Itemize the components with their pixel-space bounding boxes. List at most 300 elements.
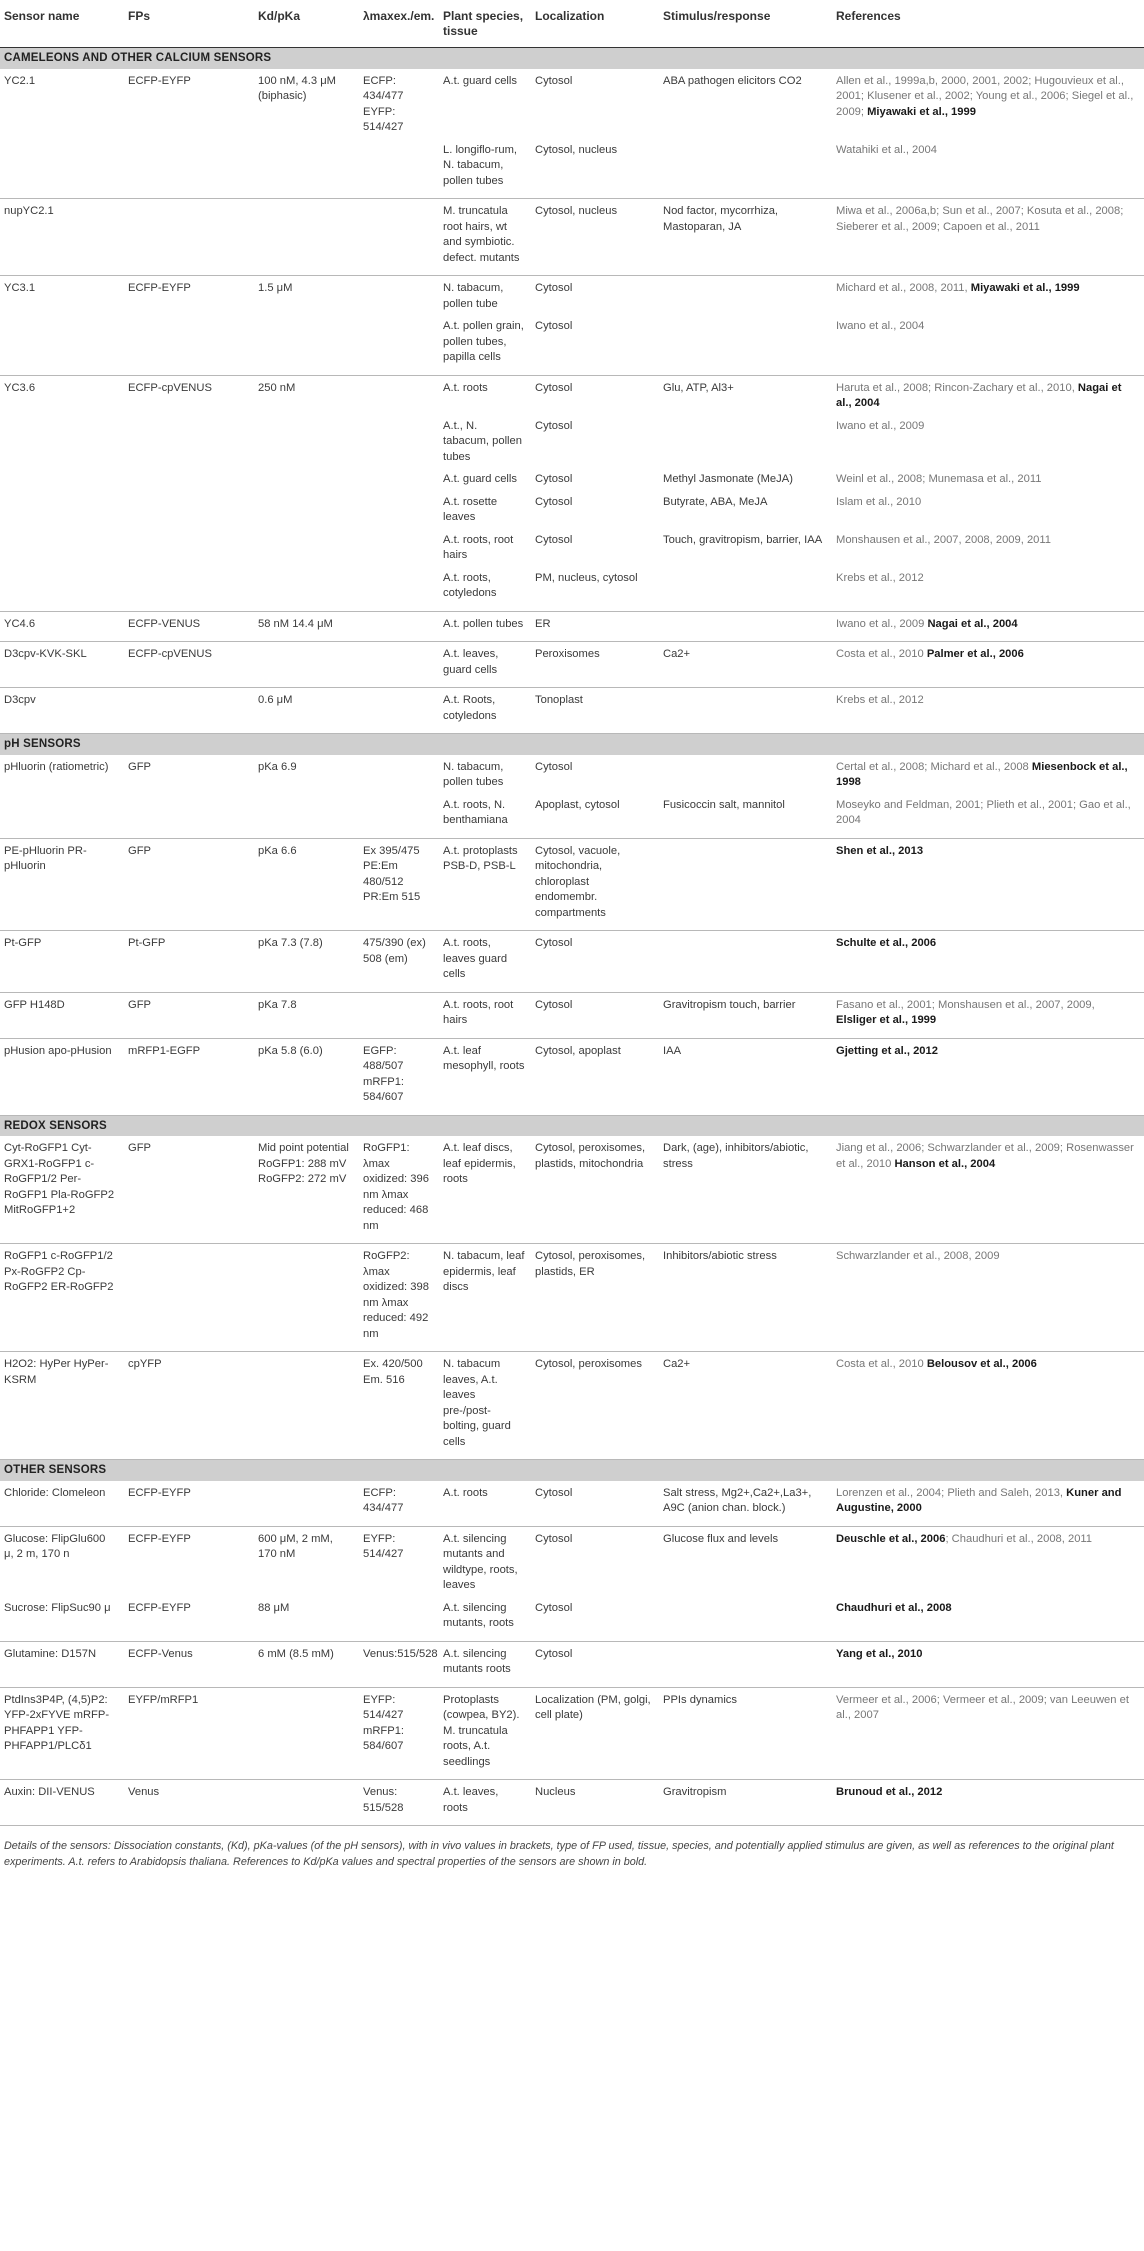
sensor-name-cell: Auxin: DII-VENUS	[0, 1780, 124, 1826]
reference-bold: Belousov et al., 2006	[926, 1358, 1037, 1370]
fps-cell: cpYFP	[124, 1352, 254, 1460]
sensor-name-cell: YC3.1	[4, 282, 36, 294]
sensor-name-cell: Cyt-RoGFP1 Cyt-GRX1-RoGFP1 c-RoGFP1/2 Per-RoGFP1 Pla-RoGFP2 MitRoGFP1+2	[0, 1136, 124, 1244]
kd-cell: 88 μM	[254, 1596, 359, 1642]
table-row	[0, 1526, 1144, 1596]
stimulus-cell: Ca2+	[659, 1352, 832, 1460]
localization-cell: Cytosol, apoplast	[531, 1038, 659, 1115]
references-cell	[832, 1596, 1144, 1642]
fps-cell: ECFP-VENUS	[124, 611, 254, 642]
species-cell: A.t. leaves, guard cells	[439, 642, 531, 688]
fps-cell: mRFP1-EGFP	[124, 1038, 254, 1115]
lambda-cell	[359, 528, 439, 566]
sensor-name-cell	[0, 528, 124, 566]
sensor-name-cell: pHluorin (ratiometric)	[4, 760, 109, 773]
localization-cell: Cytosol	[531, 1481, 659, 1527]
lambda-cell: Venus: 515/528	[359, 1780, 439, 1826]
reference-bold: Hanson et al., 2004	[894, 1157, 996, 1170]
table-row	[0, 138, 1144, 199]
species-cell: Protoplasts (cowpea, BY2). M. truncatula roots, A.t. seedlings	[439, 1687, 531, 1780]
table-row	[0, 838, 1144, 931]
reference-bold: Palmer et al., 2006	[926, 648, 1024, 660]
localization-cell: Cytosol, vacuole, mitochondria, chloroplast endomembr. compartments	[531, 838, 659, 931]
species-cell: A.t. pollen grain, pollen tubes, papilla cells	[439, 314, 531, 375]
kd-cell	[254, 1244, 359, 1352]
header-fps: FPs	[124, 0, 254, 48]
species-cell: A.t. roots, N. benthamiana	[439, 793, 531, 839]
table-row	[0, 276, 1144, 315]
lambda-cell	[359, 314, 439, 375]
kd-cell	[254, 199, 359, 276]
kd-cell: 100 nM, 4.3 μM (biphasic)	[258, 74, 336, 102]
fps-cell	[124, 490, 254, 528]
lambda-cell: 475/390 (ex) 508 (em)	[359, 931, 439, 993]
reference-bold: Elsliger et al., 1999	[836, 1014, 937, 1026]
reference: Fasano et al., 2001; Monshausen et al., 2007, 2009,	[836, 998, 1095, 1011]
localization-cell: Cytosol, peroxisomes	[531, 1352, 659, 1460]
lambda-cell	[359, 688, 439, 734]
species-cell: A.t. roots, cotyledons	[439, 566, 531, 612]
reference: Iwano et al., 2009	[836, 419, 925, 432]
reference-bold: Nagai et al., 2004	[927, 617, 1018, 630]
localization-cell: Cytosol	[535, 282, 573, 294]
fps-cell	[124, 688, 254, 734]
fps-cell	[124, 528, 254, 566]
reference-bold: Yang et al., 2010	[836, 1647, 923, 1660]
species-cell: A.t. guard cells	[443, 473, 517, 485]
reference: Lorenzen et al., 2004; Plieth and Saleh, 2013,	[836, 1486, 1067, 1499]
fps-cell	[124, 414, 254, 468]
references-cell	[832, 838, 1144, 931]
kd-cell	[254, 414, 359, 468]
reference: Certal et al., 2008; Michard et al., 2008	[836, 760, 1032, 773]
table-row	[0, 992, 1144, 1038]
references-cell	[832, 688, 1144, 734]
fps-cell	[124, 793, 254, 839]
references-cell	[832, 199, 1144, 276]
lambda-cell	[359, 566, 439, 612]
stimulus-cell: Butyrate, ABA, MeJA	[663, 495, 768, 508]
species-cell: N. tabacum, pollen tube	[443, 282, 504, 310]
table-row	[0, 1038, 1144, 1115]
references-cell	[832, 414, 1144, 468]
stimulus-cell	[659, 931, 832, 993]
references-cell	[832, 1780, 1144, 1826]
table-row	[0, 199, 1144, 276]
references-cell	[832, 1244, 1144, 1352]
fps-cell: GFP	[124, 838, 254, 931]
fps-cell	[124, 199, 254, 276]
kd-cell	[254, 1352, 359, 1460]
references-cell	[832, 1641, 1144, 1687]
stimulus-cell	[659, 414, 832, 468]
kd-cell	[254, 1481, 359, 1527]
kd-cell: 58 nM 14.4 μM	[254, 611, 359, 642]
fps-cell	[124, 314, 254, 375]
fps-cell: EYFP/mRFP1	[124, 1687, 254, 1780]
fps-cell: GFP	[124, 992, 254, 1038]
kd-cell	[254, 314, 359, 375]
reference: Islam et al., 2010	[836, 495, 922, 508]
reference-bold: Nagai et al., 2004	[836, 381, 1122, 409]
fps-cell: ECFP-EYFP	[128, 282, 191, 294]
reference: Michard et al., 2008, 2011,	[836, 282, 971, 294]
stimulus-cell: Fusicoccin salt, mannitol	[659, 793, 832, 839]
references-cell	[832, 69, 1144, 138]
sensor-name-cell	[0, 414, 124, 468]
references-cell	[832, 755, 1144, 793]
species-cell: A.t. leaves, roots	[439, 1780, 531, 1826]
localization-cell: Cytosol	[531, 1596, 659, 1642]
stimulus-cell	[659, 611, 832, 642]
kd-cell	[254, 138, 359, 199]
reference: Monshausen et al., 2007, 2008, 2009, 2011	[836, 533, 1052, 546]
species-cell: A.t. roots	[443, 381, 488, 394]
stimulus-cell: Nod factor, mycorrhiza, Mastoparan, JA	[659, 199, 832, 276]
table-row	[0, 528, 1144, 566]
sensor-name-cell: RoGFP1 c-RoGFP1/2 Px-RoGFP2 Cp-RoGFP2 ER-RoGFP2	[0, 1244, 124, 1352]
species-cell: L. longiflo-rum, N. tabacum, pollen tubes	[439, 138, 531, 199]
fps-cell: Venus	[124, 1780, 254, 1826]
table-row	[0, 490, 1144, 528]
references-cell	[832, 1136, 1144, 1244]
fps-cell	[124, 1244, 254, 1352]
section-header	[0, 734, 1144, 755]
reference-bold: Schulte et al., 2006	[836, 937, 937, 949]
references-cell	[832, 611, 1144, 642]
references-cell	[832, 566, 1144, 612]
sensor-name-cell: Sucrose: FlipSuc90 μ	[0, 1596, 124, 1642]
lambda-cell	[359, 611, 439, 642]
header-plant-species: Plant species, tissue	[439, 0, 531, 48]
lambda-cell	[359, 199, 439, 276]
sensor-name-cell	[0, 467, 124, 490]
table-caption: Details of the sensors: Dissociation constants, (Kd), pKa-values (of the pH sensors), with in vivo values in brackets, type of FP used, tissue, species, and potentially applied stimulus are given, as well as references to the original plant experiments. A.t. refers to Arabidopsis thaliana. References to Kd/pKa values and spectral properties of the sensors are shown in bold.	[4, 1840, 1114, 1868]
lambda-cell: Venus:515/528	[359, 1641, 439, 1687]
reference-bold: Miyawaki et al., 1999	[867, 105, 976, 118]
kd-cell: pKa 6.6	[254, 838, 359, 931]
kd-cell: pKa 5.8 (6.0)	[254, 1038, 359, 1115]
species-cell: A.t. pollen tubes	[439, 611, 531, 642]
lambda-cell	[359, 414, 439, 468]
header-kd-pka: Kd/pKa	[254, 0, 359, 48]
stimulus-cell	[659, 1641, 832, 1687]
references-cell	[832, 1038, 1144, 1115]
lambda-cell	[359, 755, 439, 793]
species-cell: A.t. roots, root hairs	[443, 533, 514, 561]
kd-cell	[254, 528, 359, 566]
sensor-name-cell: PE-pHluorin PR-pHluorin	[0, 838, 124, 931]
species-cell: A.t. protoplasts PSB-D, PSB-L	[439, 838, 531, 931]
stimulus-cell	[659, 314, 832, 375]
localization-cell: Cytosol	[535, 1532, 573, 1545]
sensor-name-cell	[0, 314, 124, 375]
fps-cell	[124, 566, 254, 612]
kd-cell	[254, 490, 359, 528]
references-cell	[832, 1687, 1144, 1780]
table-row	[0, 755, 1144, 793]
kd-cell	[254, 1687, 359, 1780]
fps-cell	[124, 138, 254, 199]
lambda-cell: ECFP: 434/477	[359, 1481, 439, 1527]
species-cell: A.t. guard cells	[443, 74, 517, 87]
reference-bold: Miyawaki et al., 1999	[970, 282, 1080, 294]
kd-cell	[254, 793, 359, 839]
sensor-name-cell: H2O2: HyPer HyPer-KSRM	[0, 1352, 124, 1460]
reference-bold: Kuner and Augustine, 2000	[836, 1486, 1122, 1514]
kd-cell: 1.5 μM	[258, 282, 293, 294]
kd-cell: pKa 6.9	[258, 760, 297, 773]
fps-cell: ECFP-Venus	[124, 1641, 254, 1687]
localization-cell: Peroxisomes	[531, 642, 659, 688]
species-cell: A.t. roots, root hairs	[439, 992, 531, 1038]
header-stimulus: Stimulus/response	[659, 0, 832, 48]
references-cell	[832, 528, 1144, 566]
stimulus-cell	[659, 276, 832, 315]
lambda-cell	[359, 138, 439, 199]
table-row	[0, 793, 1144, 839]
reference: Iwano et al., 2009	[836, 617, 928, 630]
lambda-cell	[359, 490, 439, 528]
stimulus-cell	[659, 755, 832, 793]
fps-cell: ECFP-EYFP	[128, 1532, 191, 1545]
references-cell	[832, 138, 1144, 199]
table-row	[0, 611, 1144, 642]
fps-cell: Pt-GFP	[124, 931, 254, 993]
table-row	[0, 467, 1144, 490]
species-cell: A.t. Roots, cotyledons	[439, 688, 531, 734]
sensor-name-cell: Glucose: FlipGlu600 μ, 2 m, 170 n	[4, 1532, 106, 1560]
species-cell: A.t., N. tabacum, pollen tubes	[443, 419, 522, 463]
kd-cell	[254, 566, 359, 612]
lambda-cell: RoGFP1: λmax oxidized: 396 nm λmax reduced: 468 nm	[359, 1136, 439, 1244]
fps-cell: ECFP-EYFP	[124, 1596, 254, 1642]
table-row	[0, 1641, 1144, 1687]
sensor-name-cell	[0, 490, 124, 528]
lambda-cell	[359, 276, 439, 315]
localization-cell: Nucleus	[531, 1780, 659, 1826]
stimulus-cell: ABA pathogen elicitors CO2	[663, 74, 802, 87]
species-cell: N. tabacum, leaf epidermis, leaf discs	[439, 1244, 531, 1352]
header-lambda: λmaxex./em.	[359, 0, 439, 48]
sensor-name-cell: D3cpv-KVK-SKL	[0, 642, 124, 688]
species-cell: N. tabacum leaves, A.t. leaves pre-/post-bolting, guard cells	[439, 1352, 531, 1460]
localization-cell: Cytosol, peroxisomes, plastids, ER	[531, 1244, 659, 1352]
sensor-name-cell: Chloride: Clomeleon	[0, 1481, 124, 1527]
header-localization: Localization	[531, 0, 659, 48]
table-row	[0, 1780, 1144, 1826]
stimulus-cell	[659, 566, 832, 612]
kd-cell	[254, 467, 359, 490]
reference: Jiang et al., 2006; Schwarzlander et al., 2009; Rosenwasser et al., 2010	[836, 1142, 1134, 1170]
localization-cell: Cytosol	[535, 533, 573, 546]
stimulus-cell: PPIs dynamics	[659, 1687, 832, 1780]
table-row	[0, 1687, 1144, 1780]
stimulus-cell: Gravitropism touch, barrier	[659, 992, 832, 1038]
table-body	[0, 48, 1144, 1826]
section-header	[0, 48, 1144, 69]
lambda-cell: RoGFP2: λmax oxidized: 398 nm λmax reduced: 492 nm	[359, 1244, 439, 1352]
localization-cell: PM, nucleus, cytosol	[531, 566, 659, 612]
reference-bold: Miesenbock et al., 1998	[836, 760, 1128, 788]
section-title: CAMELEONS AND OTHER CALCIUM SENSORS	[0, 48, 1144, 69]
sensor-name-cell: Pt-GFP	[0, 931, 124, 993]
table-row	[0, 375, 1144, 414]
reference-bold: Brunoud et al., 2012	[836, 1786, 943, 1798]
sensor-name-cell: nupYC2.1	[0, 199, 124, 276]
sensor-name-cell: YC4.6	[0, 611, 124, 642]
species-cell: A.t. leaf discs, leaf epidermis, roots	[439, 1136, 531, 1244]
table-row	[0, 688, 1144, 734]
species-cell: A.t. silencing mutants roots	[439, 1641, 531, 1687]
section-header	[0, 1460, 1144, 1481]
kd-cell: Mid point potential RoGFP1: 288 mV RoGFP2: 272 mV	[254, 1136, 359, 1244]
table-row	[0, 642, 1144, 688]
reference: Haruta et al., 2008; Rincon-Zachary et al., 2010,	[836, 381, 1078, 394]
lambda-cell: Ex 395/475 PE:Em 480/512 PR:Em 515	[359, 838, 439, 931]
species-cell: A.t. roots, leaves guard cells	[439, 931, 531, 993]
section-title: OTHER SENSORS	[0, 1460, 1144, 1481]
localization-cell: Cytosol, nucleus	[531, 199, 659, 276]
reference-bold: Deuschle et al., 2006	[836, 1532, 946, 1545]
species-cell: A.t. silencing mutants, roots	[439, 1596, 531, 1642]
reference: Allen et al., 1999a,b, 2000, 2001, 2002; Hugouvieux et al., 2001; Klusener et al., 2002; Young et al., 2006; Siegel et al., 2009;	[836, 74, 1134, 118]
reference: ; Chaudhuri et al., 2008, 2011	[945, 1532, 1093, 1545]
references-cell	[832, 375, 1144, 414]
table-row	[0, 1481, 1144, 1527]
stimulus-cell	[659, 138, 832, 199]
kd-cell: 600 μM, 2 mM, 170 nM	[258, 1532, 333, 1560]
table-row	[0, 69, 1144, 138]
sensor-name-cell: YC3.6	[4, 381, 36, 394]
localization-cell: Cytosol	[535, 74, 573, 87]
stimulus-cell: Ca2+	[659, 642, 832, 688]
table-row	[0, 1244, 1144, 1352]
reference: Costa et al., 2010	[836, 1358, 927, 1370]
stimulus-cell: Glu, ATP, Al3+	[663, 381, 734, 394]
references-cell	[832, 314, 1144, 375]
stimulus-cell	[659, 1596, 832, 1642]
sensor-name-cell: D3cpv	[0, 688, 124, 734]
fps-cell: GFP	[124, 1136, 254, 1244]
reference: Miwa et al., 2006a,b; Sun et al., 2007; Kosuta et al., 2008; Sieberer et al., 2009; Capoen et al., 2011	[836, 205, 1124, 233]
table-row	[0, 1136, 1144, 1244]
references-cell	[832, 992, 1144, 1038]
stimulus-cell	[659, 838, 832, 931]
fps-cell: ECFP-cpVENUS	[124, 642, 254, 688]
sensor-name-cell: YC2.1	[4, 74, 36, 87]
lambda-cell: EYFP: 514/427 mRFP1: 584/607	[359, 1687, 439, 1780]
references-cell	[832, 276, 1144, 315]
sensor-name-cell: Glutamine: D157N	[0, 1641, 124, 1687]
lambda-cell	[359, 467, 439, 490]
reference: Schwarzlander et al., 2008, 2009	[836, 1250, 1000, 1262]
fps-cell: ECFP-EYFP	[124, 1481, 254, 1527]
localization-cell: Localization (PM, golgi, cell plate)	[531, 1687, 659, 1780]
localization-cell: ER	[531, 611, 659, 642]
lambda-cell	[359, 1596, 439, 1642]
localization-cell: Cytosol	[535, 760, 573, 773]
references-cell	[832, 467, 1144, 490]
section-header	[0, 1115, 1144, 1136]
sensor-name-cell	[0, 566, 124, 612]
stimulus-cell: Glucose flux and levels	[663, 1532, 779, 1545]
references-cell	[832, 1481, 1144, 1527]
kd-cell	[254, 642, 359, 688]
sensor-name-cell	[0, 793, 124, 839]
references-cell	[832, 490, 1144, 528]
reference: Watahiki et al., 2004	[836, 143, 937, 156]
sensor-name-cell: GFP H148D	[0, 992, 124, 1038]
table-row	[0, 1352, 1144, 1460]
lambda-cell	[359, 793, 439, 839]
localization-cell: Cytosol	[531, 931, 659, 993]
stimulus-cell: Touch, gravitropism, barrier, IAA	[663, 533, 823, 546]
kd-cell: 0.6 μM	[254, 688, 359, 734]
sensor-name-cell: PtdIns3P4P, (4,5)P2: YFP-2xFYVE mRFP-PHFAPP1 YFP-PHFAPP1/PLCδ1	[0, 1687, 124, 1780]
stimulus-cell: Inhibitors/abiotic stress	[659, 1244, 832, 1352]
reference: Krebs et al., 2012	[836, 694, 924, 706]
reference-bold: Shen et al., 2013	[836, 844, 924, 857]
localization-cell: Cytosol, peroxisomes, plastids, mitochondria	[531, 1136, 659, 1244]
table-row	[0, 1596, 1144, 1642]
species-cell: A.t. roots	[439, 1481, 531, 1527]
localization-cell: Cytosol	[531, 1641, 659, 1687]
lambda-cell	[359, 642, 439, 688]
kd-cell: pKa 7.8	[254, 992, 359, 1038]
reference: Weinl et al., 2008; Munemasa et al., 2011	[836, 473, 1042, 485]
kd-cell: pKa 7.3 (7.8)	[254, 931, 359, 993]
lambda-cell	[359, 992, 439, 1038]
lambda-cell: EGFP: 488/507 mRFP1: 584/607	[359, 1038, 439, 1115]
fps-cell: ECFP-EYFP	[128, 74, 191, 87]
kd-cell: 6 mM (8.5 mM)	[254, 1641, 359, 1687]
species-cell: A.t. leaf mesophyll, roots	[439, 1038, 531, 1115]
table-row	[0, 931, 1144, 993]
reference-bold: Gjetting et al., 2012	[836, 1044, 938, 1057]
table-row	[0, 566, 1144, 612]
section-title: pH SENSORS	[0, 734, 1144, 755]
localization-cell: Tonoplast	[531, 688, 659, 734]
header-sensor-name: Sensor name	[0, 0, 124, 48]
reference: Vermeer et al., 2006; Vermeer et al., 2009; van Leeuwen et al., 2007	[836, 1693, 1129, 1721]
fps-cell: ECFP-cpVENUS	[128, 381, 212, 394]
table-header	[0, 0, 1144, 48]
table-row	[0, 314, 1144, 375]
stimulus-cell: Salt stress, Mg2+,Ca2+,La3+, A9C (anion chan. block.)	[659, 1481, 832, 1527]
references-cell	[832, 931, 1144, 993]
localization-cell: Cytosol	[535, 495, 573, 508]
species-cell: M. truncatula root hairs, wt and symbiotic. defect. mutants	[439, 199, 531, 276]
species-cell: N. tabacum, pollen tubes	[443, 760, 504, 788]
references-cell	[832, 1352, 1144, 1460]
lambda-cell: ECFP: 434/477 EYFP: 514/427	[363, 74, 404, 133]
kd-cell: 250 nM	[258, 381, 296, 394]
reference-bold: Chaudhuri et al., 2008	[836, 1601, 952, 1614]
reference: Krebs et al., 2012	[836, 571, 924, 584]
localization-cell: Cytosol	[535, 381, 573, 394]
reference: Iwano et al., 2004	[836, 320, 925, 332]
stimulus-cell	[659, 688, 832, 734]
sensor-name-cell	[0, 138, 124, 199]
localization-cell: Cytosol	[535, 419, 573, 432]
fps-cell: GFP	[128, 760, 151, 773]
references-cell	[832, 1526, 1144, 1596]
stimulus-cell: Dark, (age), inhibitors/abiotic, stress	[659, 1136, 832, 1244]
references-cell	[832, 793, 1144, 839]
localization-cell: Cytosol	[531, 992, 659, 1038]
localization-cell: Apoplast, cytosol	[531, 793, 659, 839]
